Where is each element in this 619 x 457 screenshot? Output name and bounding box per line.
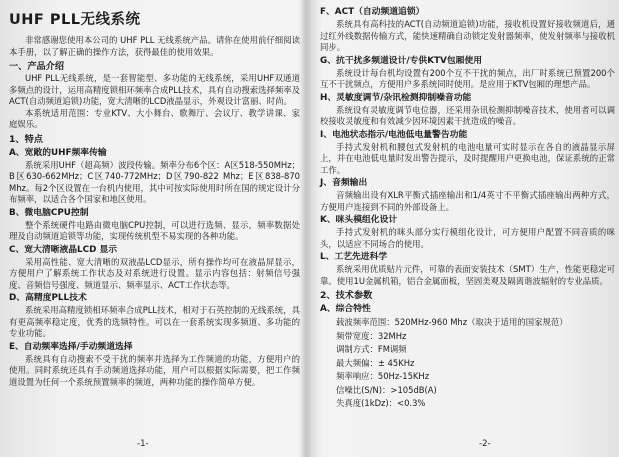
spec-carrier-range: 载波频率范围：520MHz-960 Mhz（取决于适用的国家规范） bbox=[336, 317, 568, 327]
section-product-intro-heading: 一、产品介绍 bbox=[9, 61, 65, 72]
feature-b-heading: B、微电脑CPU控制 bbox=[9, 207, 89, 218]
tech-params-heading: 2、技术参数 bbox=[320, 290, 373, 301]
intro-paragraph: 非常感谢您使用本公司的 UHF PLL 无线系统产品。请你在使用前仔细阅读本手册，以了解正确的操作方法，获得最佳的使用效果。 bbox=[9, 35, 300, 57]
feature-k-heading: K、咪头模组化设计 bbox=[320, 215, 398, 225]
feature-g-heading: G、抗干扰多频道设计/专供KTV包厢使用 bbox=[320, 55, 483, 66]
product-intro-paragraph: UHF PLL无线系统，是一套智能型、多功能的无线系统，采用UHF双通道多频点的设计，运用高精度锁相环频率合成PLL技术，具有自动搜索选择频率及ACT(自动频道追锁)功能，宽大清晰的LCD液晶显示，外观设计富丽、时尚。 bbox=[9, 73, 300, 106]
feature-c-heading: C、宽大清晰液晶LCD 显示 bbox=[9, 244, 118, 255]
spec-distortion: 失真度(1kDz)：<0.3% bbox=[336, 398, 426, 408]
spec-max-deviation: 最大频偏：± 45KHz bbox=[336, 357, 415, 368]
features-heading: 1、特点 bbox=[9, 133, 43, 145]
feature-d-heading: D、高精度PLL技术 bbox=[9, 293, 87, 303]
spec-frequency-response: 频率响应：50Hz-15KHz bbox=[336, 371, 430, 381]
feature-c-text: 采用高性能、宽大清晰的双液晶LCD显示，所有操作均可在液晶屏显示，方便用户了解系统工作状态及对系统进行设置。显示内容包括：射频信号强度、音频信号强度、频道显示、频率显示、ACT工作状态等。 bbox=[9, 256, 300, 290]
page-number-right: -2- bbox=[479, 439, 491, 449]
feature-i-heading: I、电池状态指示/电池低电量警告功能 bbox=[320, 129, 468, 140]
feature-i-text: 手持式发射机和腰包式发射机的电池电量可实时显示在各自的液晶显示屏上，并在电池低电量时发出警告提示，及时提醒用户更换电池，保证系统的正常工作。 bbox=[320, 141, 615, 175]
page-number-left: -1- bbox=[137, 439, 149, 449]
document-title: UHF PLL无线系统 bbox=[9, 12, 141, 28]
feature-a-heading: A、宽敞的UHF频率传输 bbox=[9, 147, 107, 158]
feature-f-text: 系统具有高科技的ACT(自动频道追锁)功能，接收机设置好接收频道后，通过红外线数据传输方式，能快速精确自动锁定发射器频率，使发射频率与接收机同步。 bbox=[320, 19, 615, 52]
general-specs-heading: A、综合特性 bbox=[320, 304, 371, 314]
spec-modulation: 调制方式：FM调频 bbox=[336, 344, 407, 354]
feature-e-text: 系统具有自动搜索不受干扰的频率并选择为工作频道的功能，方便用户的使用。同时系统还具有手动频道选择功能，用户可以根据实际需要，把工作频道设置为任何一个系统预置频率的频道，两种功能的操作简单方便。 bbox=[9, 353, 300, 387]
spec-snr: 信噪比(S/N)：>105dB(A) bbox=[336, 384, 437, 395]
feature-d-text: 系统采用高精度锁相环频率合成PLL技术，相对于石英控制的无线系统，具有更高频率稳定度，优秀的选频特性。可以在一套系统实现多频道、多功能的专业功能。 bbox=[9, 305, 300, 338]
feature-j-text: 音频输出设有XLR平衡式插座输出和1/4英寸不平衡式插座输出两种方式，方便用户连接到不同的外部设备上。 bbox=[320, 190, 615, 212]
feature-f-heading: F、ACT（自动频道追锁） bbox=[320, 7, 425, 17]
feature-k-text: 手持式发射机的咪头部分实行模组化设计，可方便用户配置不同音质的咪头，以适应不同场合的使用。 bbox=[320, 227, 615, 249]
page-left bbox=[0, 0, 304, 457]
feature-g-text: 系统设计每台机均设置有200个互不干扰的频点，出厂时系统已预置200个互不干扰频点，方便用户多系统同时使用。是应用于KTV包厢的理想产品。 bbox=[320, 67, 615, 89]
feature-h-heading: H、灵敏度调节/杂讯检测抑制噪音功能 bbox=[320, 92, 472, 103]
feature-h-text: 系统设有灵敏度调节电位器，还采用杂讯检测抑制噪音技术，使用者可以调校接收灵敏度和有效减少因环境因素干扰造成的噪音。 bbox=[320, 104, 615, 126]
spec-bandwidth: 频带宽度：32MHz bbox=[336, 330, 407, 341]
feature-j-heading: J、音频输出 bbox=[320, 178, 368, 188]
feature-e-heading: E、自动频率选择/手动频道选择 bbox=[9, 341, 133, 352]
feature-b-text: 整个系统硬件电路由微电脑CPU控制，可以进行选频、显示，频率数据处理及自动频道追锁等功能，实现传统机型不易实现的各种功能。 bbox=[9, 219, 300, 241]
feature-a-text: 系统采用UHF（超高频）波段传输。频率分布6个区：A区518-550MHz；B区630-662MHz；C区740-772MHz；D区790-822 Mhz；E区838-870 Mhz。每2个区设置在一台机内使用，其中可按实际使用时所在国的规定设计分布频率，以适合各个国家和地区使用。 bbox=[9, 159, 300, 204]
page-right bbox=[312, 0, 619, 457]
feature-l-text: 系统采用优质贴片元件，可靠的表面安装技术（SMT）生产，性能更稳定可靠。使用1U金属机箱，铝合金属面板，坚固美观及隔离谐波辐射的专业品质。 bbox=[320, 264, 615, 286]
feature-l-heading: L、工艺先进科学 bbox=[320, 252, 388, 262]
application-scope-paragraph: 本系统适用范围：专业KTV、大小舞台、歌舞厅、会议厅、教学讲课、家庭娱乐。 bbox=[9, 107, 300, 129]
